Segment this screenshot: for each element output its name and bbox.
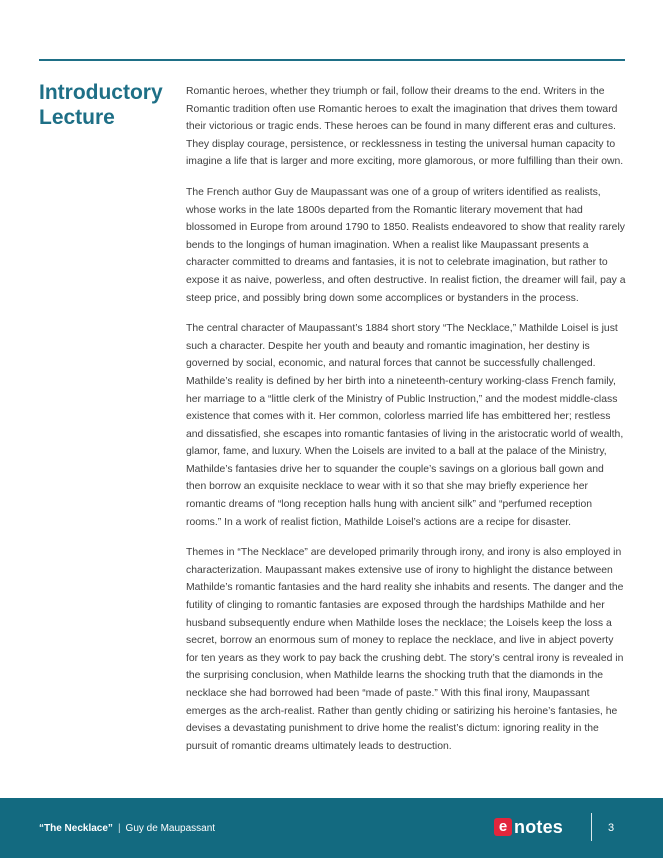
lecture-body <box>186 83 626 768</box>
footer-author: Guy de Maupassant <box>125 823 216 834</box>
footer-citation <box>39 822 215 836</box>
footer-divider <box>591 813 592 841</box>
page-number: 3 <box>608 822 615 834</box>
enotes-logo <box>494 816 563 838</box>
section-title: Introductory Lecture <box>39 81 163 129</box>
footer-separator: | <box>117 823 121 834</box>
page-footer <box>0 798 663 858</box>
paragraph: Romantic heroes, whether they triumph or fail, follow their dreams to the end. Writers in the Romantic tradition often use Romantic heroes to exalt the imagination that drives them toward their victorious or tragic ends. These heroes can be found in many different eras and cultures. They display courage, persistence, or recklessness in testing the universal human capacity to imagine a life that is larger and more exciting, more glamorous, or more fulfilling than their own. <box>186 86 624 168</box>
paragraph: Themes in “The Necklace” are developed primarily through irony, and irony is also employed in characterization. Maupassant makes extensive use of irony to highlight the distance between Mathilde’s romantic fantasies and the hard reality she inhabits and resents. The danger and the futility of clinging to romantic fantasies are exposed through the hardships Mathilde and her husband subsequently endure when Mathilde loses the necklace; the Loisels keep the loss a secret, borrow an enormous sum of money to replace the necklace, and live in abject poverty for ten years as they work to pay back the crushing debt. The story’s central irony is revealed in the surprising conclusion, when Mathilde learns the shocking truth that the diamonds in the necklace she had borrowed had been “made of paste.” With this final irony, Maupassant emerges as the arch-realist. Rather than gently chiding or satirizing his heroine’s fantasies, he devises a devastating punishment to drive home the realist’s dictum: ignoring reality in the pursuit of romantic dreams ultimately leads to destruction. <box>186 547 624 752</box>
footer-work-title: “The Necklace” <box>39 823 113 834</box>
logo-e-icon: e <box>494 818 512 836</box>
paragraph: The central character of Maupassant’s 1884 short story “The Necklace,” Mathilde Loisel is just such a character. Despite her youth and beauty and romantic imagination, her destiny is governed by social, economic, and natural forces that cannot be successfully challenged. Mathilde’s reality is defined by her birth into a nineteenth-century working-class French family, her marriage to a “little clerk of the Ministry of Public Instruction,” and the modest middle-class existence that comes with it. Her common, colorless married life has embittered her; restless and dissatisfied, she escapes into romantic fantasies of living in the aristocratic world of wealth, glamor, fame, and luxury. When the Loisels are invited to a ball at the palace of the Ministry, Mathilde’s fantasies drive her to squander the couple’s savings on a glorious ball gown and then borrow an exquisite necklace to wear with it so that she may briefly experience her romantic dreams of “long reception halls hung with ancient silk” and “perfumed reception rooms.” In a work of realist fiction, Mathilde Loisel’s actions are a recipe for disaster. <box>186 323 624 528</box>
top-rule <box>39 59 625 61</box>
paragraph: The French author Guy de Maupassant was one of a group of writers identified as realists, whose works in the late 1800s departed from the Romantic literary movement that had blossomed in Europe from around 1790 to 1850. Realists endeavored to show that reality rarely bends to the longings of human imagination. When a realist like Maupassant presents a character committed to dreams and fantasies, it is not to celebrate imagination, but rather to expose it as naive, powerless, and often destructive. In realist fiction, the dreamer will fail, pay a steep price, and possibly bring down some accomplices or bystanders in the process. <box>186 186 626 304</box>
logo-text: notes <box>514 817 564 837</box>
